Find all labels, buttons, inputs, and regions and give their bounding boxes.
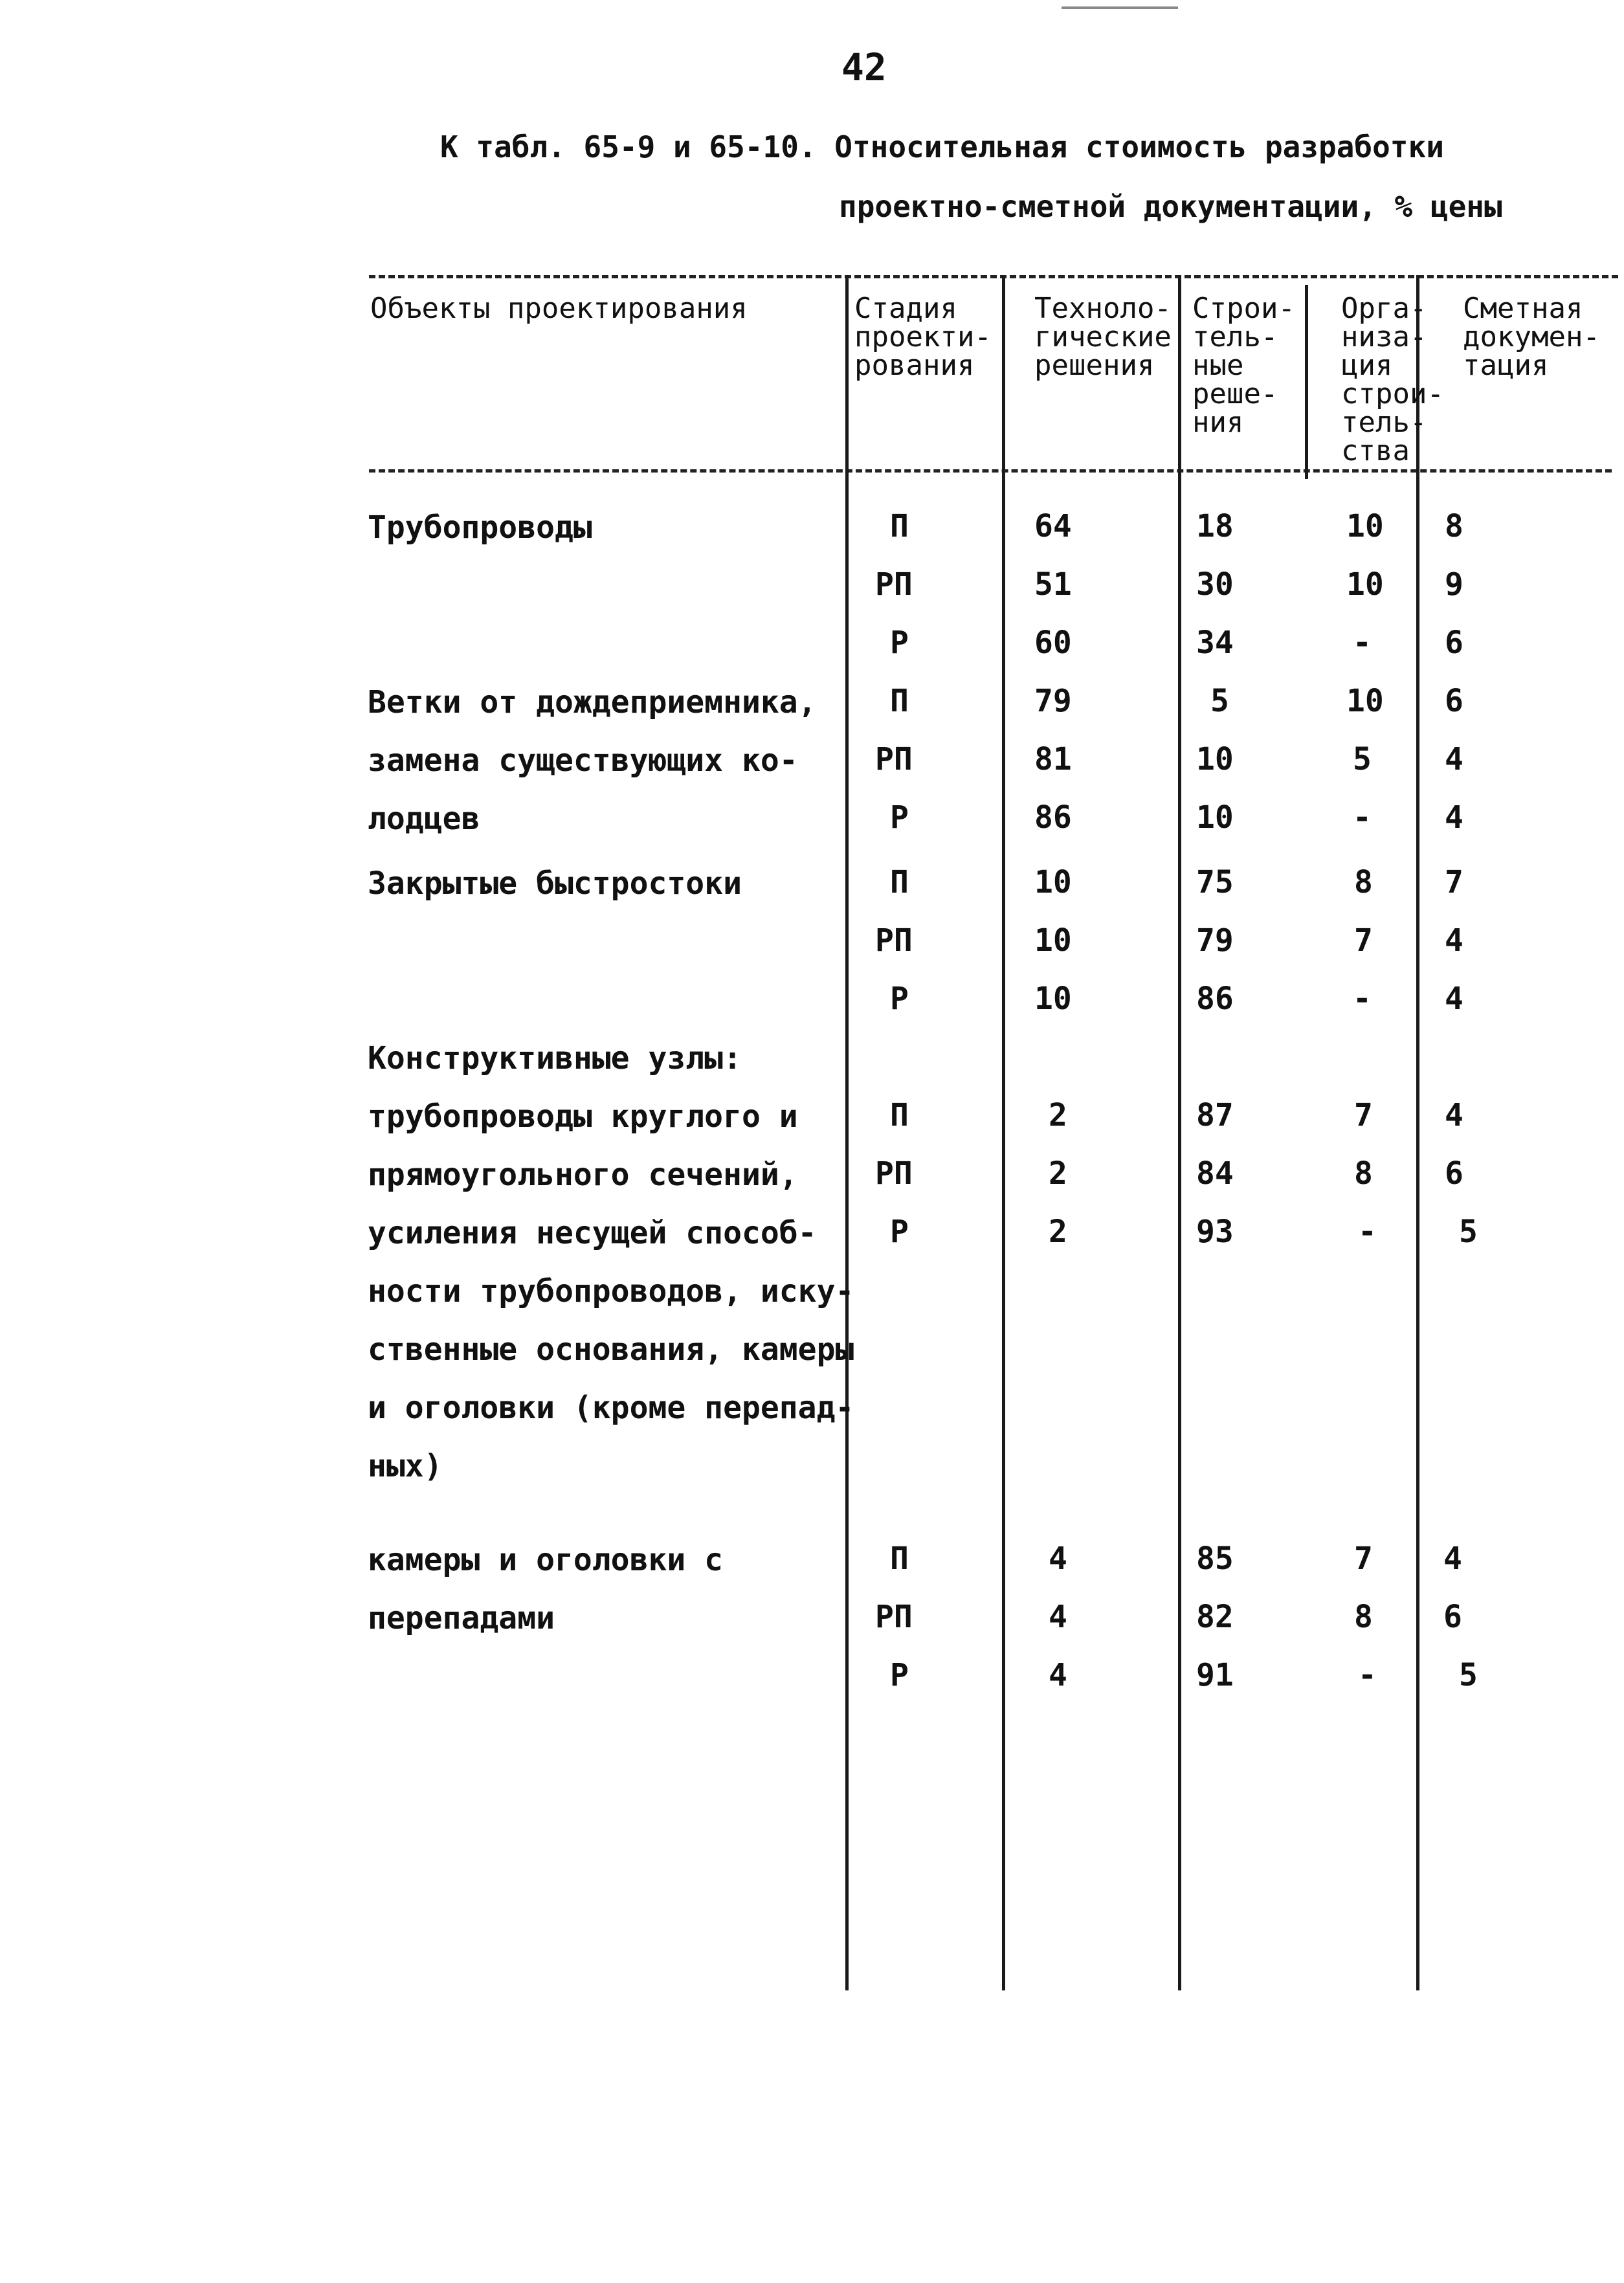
column-separator-3 — [1178, 275, 1181, 1990]
cell-stage: РП — [875, 1599, 913, 1635]
cell-tech: 10 — [1034, 981, 1072, 1017]
cell-estimate: 6 — [1445, 1155, 1463, 1192]
cell-estimate: 4 — [1445, 922, 1463, 959]
cell-estimate: 4 — [1443, 1541, 1462, 1577]
cell-tech: 2 — [1049, 1155, 1067, 1192]
cell-estimate: 4 — [1445, 799, 1463, 836]
cell-build: 10 — [1196, 799, 1234, 836]
cell-build: 18 — [1196, 508, 1234, 544]
cell-estimate: 8 — [1445, 508, 1463, 544]
cell-stage: Р — [890, 1214, 909, 1250]
cell-build: 79 — [1196, 922, 1234, 959]
cell-org: 10 — [1346, 566, 1384, 603]
cell-org: - — [1353, 625, 1372, 661]
cell-estimate: 4 — [1445, 981, 1463, 1017]
header-org: Орга- низа- ция строи- тель- ства — [1341, 292, 1444, 467]
cell-tech: 81 — [1034, 741, 1072, 777]
cell-build: 93 — [1196, 1214, 1234, 1250]
cell-stage: П — [890, 1097, 909, 1133]
row-object-label: Закрытые быстростоки — [368, 865, 742, 902]
header-bottom-rule — [369, 469, 1612, 473]
cell-stage: РП — [875, 1155, 913, 1192]
cell-org: 7 — [1354, 1541, 1373, 1577]
row-object-label: камеры и оголовки с перепадами — [368, 1542, 724, 1636]
cell-tech: 51 — [1034, 566, 1072, 603]
row-object-label: Конструктивные узлы: трубопроводы круглого и прямоугольного сечений, усиления несущей способ- ности трубопроводов, иску- ственные основания, камеры и оголовки (кроме перепад- ных) — [368, 1040, 854, 1484]
cell-estimate: 6 — [1443, 1599, 1462, 1635]
cell-tech: 60 — [1034, 625, 1072, 661]
cell-tech: 64 — [1034, 508, 1072, 544]
cell-tech: 4 — [1049, 1657, 1067, 1693]
cell-org: 10 — [1346, 508, 1384, 544]
cell-estimate: 5 — [1459, 1657, 1478, 1693]
header-tech: Техноло- гические решения — [1034, 292, 1172, 382]
cell-org: 10 — [1346, 683, 1384, 719]
cell-tech: 4 — [1049, 1599, 1067, 1635]
cell-stage: Р — [890, 799, 909, 836]
cell-tech: 4 — [1049, 1541, 1067, 1577]
row-object-label: Трубопроводы — [368, 509, 592, 546]
cell-stage: П — [890, 683, 909, 719]
header-object: Объекты проектирования — [370, 292, 748, 325]
header-build: Строи- тель- ные реше- ния — [1192, 292, 1295, 439]
header-top-rule — [369, 275, 1618, 278]
cell-build: 30 — [1196, 566, 1234, 603]
cell-build: 82 — [1196, 1599, 1234, 1635]
cell-build: 75 — [1196, 864, 1234, 900]
cell-stage: П — [890, 1541, 909, 1577]
cell-estimate: 9 — [1445, 566, 1463, 603]
cell-org: 8 — [1354, 864, 1373, 900]
column-separator-5 — [1416, 275, 1419, 1990]
cell-estimate: 5 — [1459, 1214, 1478, 1250]
cell-build: 91 — [1196, 1657, 1234, 1693]
column-separator-4 — [1305, 285, 1308, 479]
cell-tech: 79 — [1034, 683, 1072, 719]
cell-stage: Р — [890, 981, 909, 1017]
row-object-label: Ветки от дождеприемника, замена существующих ко- лодцев — [368, 684, 817, 837]
cell-build: 10 — [1196, 741, 1234, 777]
cell-estimate: 4 — [1445, 741, 1463, 777]
cell-tech: 86 — [1034, 799, 1072, 836]
cell-stage: РП — [875, 741, 913, 777]
cell-stage: П — [890, 864, 909, 900]
cell-tech: 10 — [1034, 864, 1072, 900]
table-title-continued: проектно-сметной документации, % цены — [839, 189, 1502, 224]
cell-stage: Р — [890, 1657, 909, 1693]
cell-build: 87 — [1196, 1097, 1234, 1133]
cell-org: - — [1353, 981, 1372, 1017]
cell-estimate: 7 — [1445, 864, 1463, 900]
cell-build: 86 — [1196, 981, 1234, 1017]
cell-org: 5 — [1353, 741, 1372, 777]
table-title: К табл. 65-9 и 65-10. Относительная стоимость разработки — [440, 129, 1444, 164]
cell-tech: 2 — [1049, 1214, 1067, 1250]
cell-tech: 10 — [1034, 922, 1072, 959]
top-rule — [1062, 6, 1178, 9]
cell-build: 34 — [1196, 625, 1234, 661]
column-separator-2 — [1002, 275, 1005, 1990]
cell-estimate: 6 — [1445, 683, 1463, 719]
cell-org: - — [1353, 799, 1372, 836]
cell-build: 84 — [1196, 1155, 1234, 1192]
cell-org: 8 — [1354, 1155, 1373, 1192]
cell-org: - — [1358, 1214, 1377, 1250]
cell-estimate: 6 — [1445, 625, 1463, 661]
header-stage: Стадия проекти- рования — [854, 292, 992, 382]
cell-org: - — [1358, 1657, 1377, 1693]
cell-stage: РП — [875, 922, 913, 959]
cell-build: 5 — [1210, 683, 1229, 719]
page-number: 42 — [841, 45, 887, 89]
cell-build: 85 — [1196, 1541, 1234, 1577]
cell-org: 7 — [1354, 922, 1373, 959]
cell-estimate: 4 — [1445, 1097, 1463, 1133]
cell-tech: 2 — [1049, 1097, 1067, 1133]
cell-stage: РП — [875, 566, 913, 603]
header-estimate: Сметная докумен- тация — [1463, 292, 1600, 382]
cell-org: 7 — [1354, 1097, 1373, 1133]
cell-stage: Р — [890, 625, 909, 661]
cell-org: 8 — [1354, 1599, 1373, 1635]
cell-stage: П — [890, 508, 909, 544]
